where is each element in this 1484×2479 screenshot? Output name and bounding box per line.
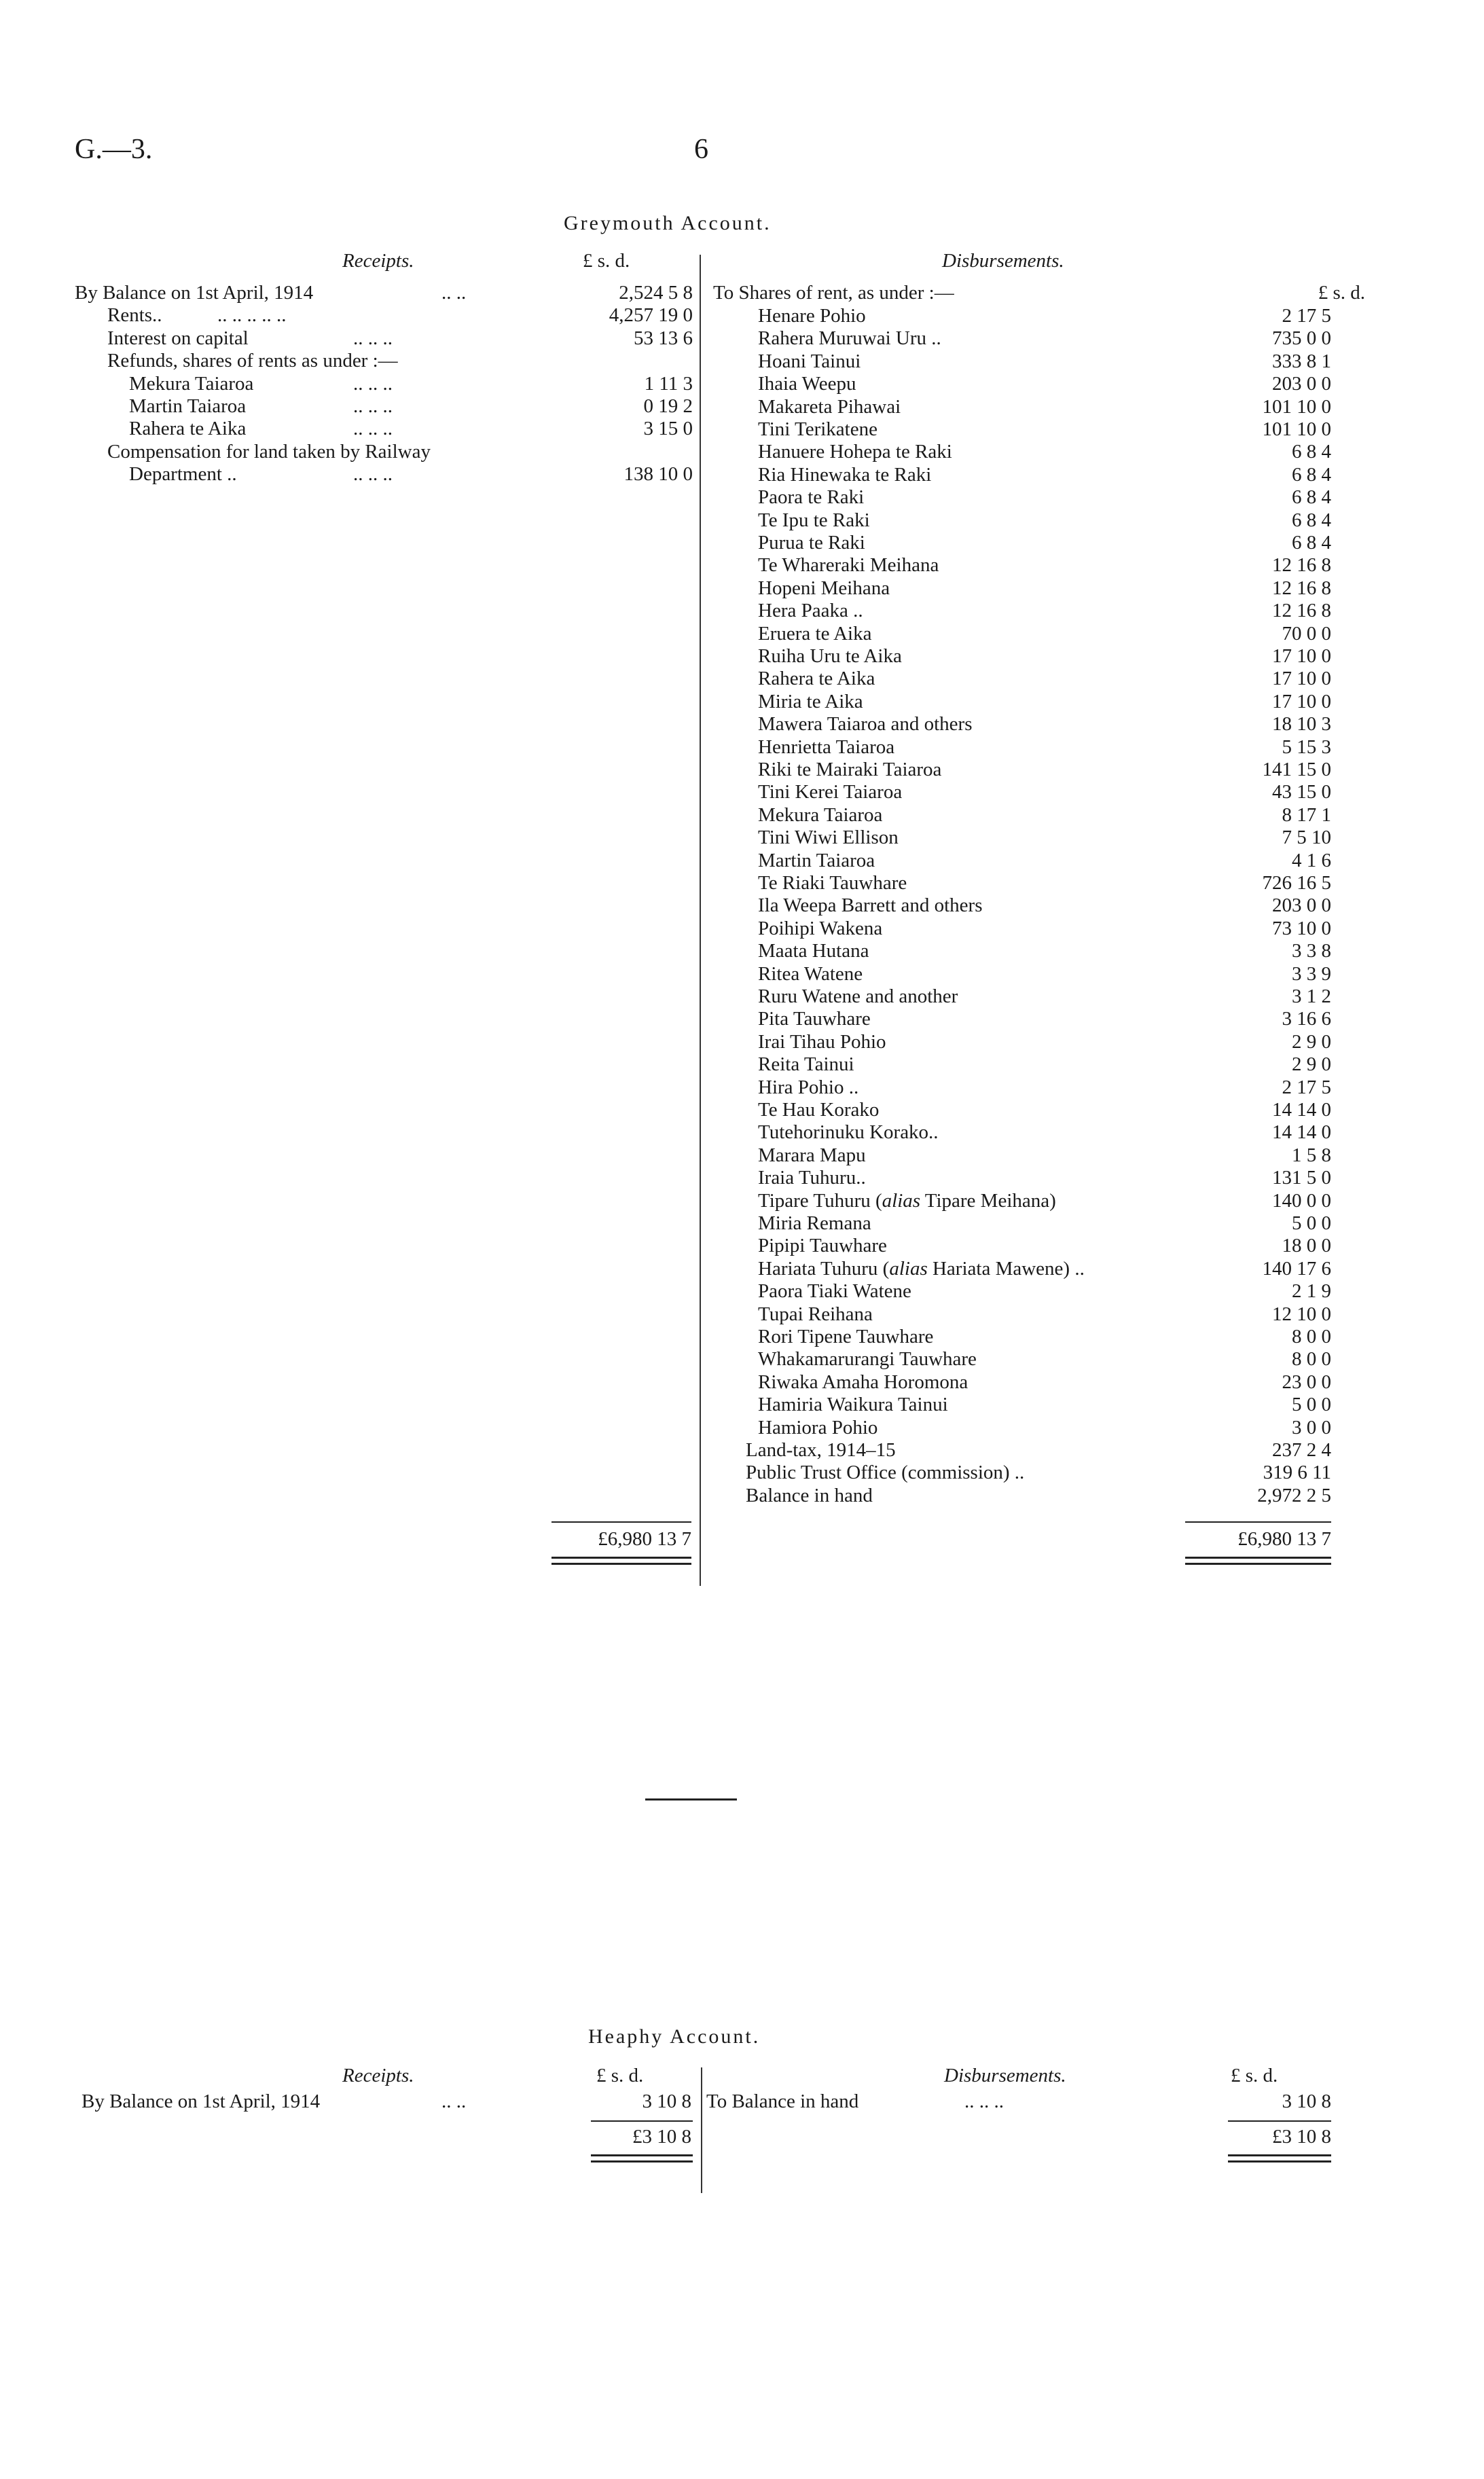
receipt-amount: 53 13 6	[634, 327, 693, 349]
greymouth-title: Greymouth Account.	[564, 212, 772, 234]
disbursement-amount: 4 1 6	[1292, 849, 1331, 871]
disbursement-name: Mekura Taiaroa	[758, 803, 883, 826]
disbursement-amount: 7 5 10	[1282, 827, 1331, 849]
disbursement-row	[713, 554, 1331, 577]
disbursement-row	[713, 1280, 1331, 1303]
disbursement-row	[713, 918, 1331, 940]
other-disbursement-name: Public Trust Office (commission) ..	[746, 1462, 1025, 1484]
leader-dots: .. ..	[441, 2091, 467, 2112]
disbursement-amount: 23 0 0	[1282, 1371, 1331, 1393]
receipt-row	[75, 463, 693, 486]
disbursement-row	[713, 1167, 1331, 1189]
disbursement-name: Riwaka Amaha Horomona	[758, 1371, 969, 1393]
receipt-amount: 1 11 3	[644, 372, 693, 395]
leader-dots: .. ..	[441, 282, 467, 304]
disbursement-name: Tini Terikatene	[758, 418, 877, 440]
disbursement-name: Ria Hinewaka te Raki	[758, 463, 932, 486]
disbursement-name: Tini Kerei Taiaroa	[758, 781, 903, 803]
disbursement-amount: 203 0 0	[1272, 373, 1331, 395]
page-reference: G.—3.	[75, 134, 153, 165]
disbursement-name: Hamiria Waikura Tainui	[758, 1394, 948, 1416]
disbursement-row	[713, 759, 1331, 781]
disbursement-amount: 17 10 0	[1272, 645, 1331, 667]
disbursement-name: Hopeni Meihana	[758, 577, 890, 599]
heaphy-receipts-double-rule-top	[591, 2154, 693, 2156]
disbursement-name: Whakamarurangi Tauwhare	[758, 1348, 977, 1371]
receipt-label: Rents..	[107, 304, 162, 327]
heaphy-title: Heaphy Account.	[588, 2025, 761, 2048]
other-disbursement-name: Land-tax, 1914–15	[746, 1439, 896, 1461]
disbursement-name: Henrietta Taiaroa	[758, 736, 895, 758]
disbursement-amount: 12 16 8	[1272, 600, 1331, 622]
disbursement-amount: 6 8 4	[1292, 463, 1331, 486]
disbursement-row	[713, 1190, 1331, 1212]
disbursement-amount: 5 0 0	[1292, 1212, 1331, 1234]
disbursement-amount: 6 8 4	[1292, 486, 1331, 509]
disbursements-heading: Disbursements.	[942, 250, 1064, 272]
heaphy-receipt-amount: 3 10 8	[642, 2091, 691, 2112]
heaphy-disb-total: £3 10 8	[1272, 2126, 1331, 2148]
disbursement-amount: 17 10 0	[1272, 690, 1331, 712]
disbursement-amount: 6 8 4	[1292, 509, 1331, 531]
disbursement-name: Paora Tiaki Watene	[758, 1280, 911, 1303]
receipt-row	[75, 282, 693, 304]
disbursement-name: Mawera Taiaroa and others	[758, 713, 973, 736]
disbursement-row	[713, 1053, 1331, 1076]
disbursement-amount: 18 0 0	[1282, 1235, 1331, 1257]
disbursement-amount: 8 17 1	[1282, 803, 1331, 826]
disbursement-amount: 5 15 3	[1282, 736, 1331, 758]
receipt-row	[75, 304, 693, 327]
disbursement-amount: 101 10 0	[1262, 418, 1331, 440]
disbursement-name: Tipare Tuhuru (alias Tipare Meihana)	[758, 1189, 1056, 1212]
heaphy-disb-currency-header: £ s. d.	[1231, 2065, 1278, 2086]
disbursement-row	[713, 1371, 1331, 1394]
disb-double-rule-bottom	[1185, 1563, 1331, 1565]
disbursement-row	[713, 736, 1331, 759]
disbursement-name: Paora te Raki	[758, 486, 865, 509]
disbursement-amount: 17 10 0	[1272, 668, 1331, 690]
disbursement-row	[713, 305, 1331, 327]
disbursement-name: Purua te Raki	[758, 532, 865, 554]
disbursement-row	[713, 645, 1331, 668]
disbursement-name: Ihaia Weepu	[758, 373, 856, 395]
disbursement-row	[713, 713, 1331, 736]
disbursement-amount: 2 1 9	[1292, 1280, 1331, 1303]
disbursement-row	[713, 985, 1331, 1008]
receipt-label: Interest on capital	[107, 327, 249, 349]
disbursement-name: Pipipi Tauwhare	[758, 1235, 887, 1257]
heaphy-column-divider	[701, 2067, 702, 2193]
disbursement-name: Miria te Aika	[758, 690, 863, 712]
receipts-heading: Receipts.	[342, 250, 414, 272]
disbursement-name: Rahera Muruwai Uru ..	[758, 327, 941, 350]
disbursement-name: Hoani Tainui	[758, 350, 861, 372]
disbursement-name: Pita Tauwhare	[758, 1008, 871, 1030]
receipt-label: By Balance on 1st April, 1914	[75, 282, 314, 304]
disbursement-row	[713, 827, 1331, 849]
leader-dots: .. .. .. .. ..	[217, 304, 287, 327]
disbursement-amount: 73 10 0	[1272, 917, 1331, 939]
disbursement-amount: 141 15 0	[1262, 759, 1331, 780]
heaphy-receipt-row	[82, 2091, 693, 2113]
disbursement-row	[713, 1417, 1331, 1439]
heaphy-disb-double-rule-top	[1228, 2154, 1331, 2156]
other-disbursement-name: Balance in hand	[746, 1484, 873, 1506]
disbursement-name: Tutehorinuku Korako..	[758, 1121, 939, 1144]
disbursement-amount: 14 14 0	[1272, 1121, 1331, 1144]
leader-dots: .. .. ..	[353, 327, 393, 349]
disbursement-row	[713, 418, 1331, 441]
disbursement-name: Tini Wiwi Ellison	[758, 827, 899, 849]
receipt-amount: 4,257 19 0	[609, 304, 693, 327]
disb-double-rule-top	[1185, 1557, 1331, 1559]
receipt-row	[75, 418, 693, 440]
disbursement-name: Ritea Watene	[758, 962, 863, 985]
column-divider	[700, 255, 701, 1586]
disbursement-row	[713, 894, 1331, 917]
disbursement-name: Ruiha Uru te Aika	[758, 645, 902, 667]
disbursement-name: Makareta Pihawai	[758, 395, 901, 418]
disbursement-amount: 203 0 0	[1272, 894, 1331, 917]
other-disbursement-row	[713, 1485, 1331, 1507]
disbursement-name: Hera Paaka ..	[758, 600, 863, 622]
receipt-row	[75, 350, 693, 372]
disbursement-amount: 2 9 0	[1292, 1053, 1331, 1076]
heaphy-disb-total-rule	[1228, 2120, 1331, 2122]
disb-currency-header: £ s. d.	[1318, 282, 1365, 304]
disbursement-name: Marara Mapu	[758, 1144, 866, 1166]
disbursement-name: Maata Hutana	[758, 940, 869, 962]
leader-dots: .. .. ..	[353, 463, 393, 486]
disbursement-name: Te Riaki Tauwhare	[758, 872, 907, 894]
other-disbursement-row	[713, 1462, 1331, 1484]
disbursement-name: Hira Pohio ..	[758, 1076, 859, 1098]
disb-total: £6,980 13 7	[1237, 1528, 1331, 1550]
disbursement-name: Rori Tipene Tauwhare	[758, 1326, 934, 1347]
disbursement-name: Tupai Reihana	[758, 1303, 873, 1325]
disbursement-row	[713, 532, 1331, 554]
section-separator	[645, 1798, 737, 1801]
disbursement-row	[713, 327, 1331, 350]
disbursement-amount: 101 10 0	[1262, 395, 1331, 418]
heaphy-disbursements-heading: Disbursements.	[944, 2065, 1066, 2086]
disbursement-amount: 3 3 8	[1292, 940, 1331, 962]
receipt-label: Refunds, shares of rents as under :—	[107, 350, 398, 372]
disbursements-intro: To Shares of rent, as under :—	[713, 282, 954, 304]
heaphy-receipts-double-rule-bottom	[591, 2160, 693, 2163]
disb-total-rule	[1185, 1521, 1331, 1523]
disbursement-name: Miria Remana	[758, 1212, 871, 1234]
leader-dots: .. .. ..	[353, 372, 393, 395]
disbursement-amount: 2 9 0	[1292, 1030, 1331, 1053]
receipts-double-rule-bottom	[551, 1563, 691, 1565]
disbursement-row	[713, 963, 1331, 985]
disbursement-amount: 12 16 8	[1272, 577, 1331, 599]
disbursement-row	[713, 1326, 1331, 1348]
page-number: 6	[694, 134, 708, 165]
disbursement-amount: 140 0 0	[1272, 1189, 1331, 1212]
disbursement-amount: 14 14 0	[1272, 1099, 1331, 1121]
disbursement-amount: 8 0 0	[1292, 1326, 1331, 1347]
disbursement-amount: 6 8 4	[1292, 441, 1331, 463]
receipt-amount: 3 15 0	[643, 418, 693, 440]
disbursement-name: Te Hau Korako	[758, 1099, 880, 1121]
disbursement-row	[713, 350, 1331, 373]
disbursement-row	[713, 1303, 1331, 1326]
disbursement-name: Henare Pohio	[758, 305, 866, 327]
heaphy-disb-double-rule-bottom	[1228, 2160, 1331, 2163]
disbursement-amount: 3 16 6	[1282, 1008, 1331, 1030]
disbursement-amount: 43 15 0	[1272, 781, 1331, 803]
disbursement-amount: 3 1 2	[1292, 985, 1331, 1007]
disbursement-row	[713, 1212, 1331, 1235]
heaphy-receipts-currency-header: £ s. d.	[596, 2065, 644, 2086]
disbursement-amount: 2 17 5	[1282, 1076, 1331, 1098]
receipt-label: Department ..	[129, 463, 237, 486]
disbursement-row	[713, 486, 1331, 509]
disbursement-row	[713, 668, 1331, 690]
receipt-label: Rahera te Aika	[129, 418, 247, 440]
disbursement-row	[713, 396, 1331, 418]
disbursement-row	[713, 1144, 1331, 1167]
receipt-row	[75, 395, 693, 418]
disbursement-name: Eruera te Aika	[758, 622, 872, 645]
disbursement-name: Irai Tihau Pohio	[758, 1030, 886, 1053]
disbursement-amount: 12 10 0	[1272, 1303, 1331, 1325]
disbursement-amount: 3 3 9	[1292, 962, 1331, 985]
receipt-amount: 138 10 0	[623, 463, 693, 486]
receipts-currency-header: £ s. d.	[583, 250, 630, 272]
disbursement-row	[713, 691, 1331, 713]
receipt-row	[75, 373, 693, 395]
disbursement-row	[713, 1031, 1331, 1053]
disbursement-name: Ila Weepa Barrett and others	[758, 894, 983, 917]
disbursement-row	[713, 1394, 1331, 1416]
receipt-label: Martin Taiaroa	[129, 395, 247, 417]
disbursement-name: Poihipi Wakena	[758, 917, 883, 939]
other-disbursement-amount: 237 2 4	[1272, 1439, 1331, 1461]
other-disbursement-amount: 2,972 2 5	[1257, 1484, 1331, 1506]
heaphy-disbursement-row	[706, 2091, 1331, 2113]
disbursement-amount: 726 16 5	[1262, 872, 1331, 894]
leader-dots: .. .. ..	[964, 2091, 1004, 2112]
disbursement-name: Te Ipu te Raki	[758, 509, 870, 531]
disbursement-row	[713, 373, 1331, 395]
disbursement-amount: 2 17 5	[1282, 305, 1331, 327]
disbursement-name: Martin Taiaroa	[758, 849, 875, 871]
disbursement-row	[713, 804, 1331, 827]
heaphy-receipts-total-rule	[591, 2120, 693, 2122]
disbursement-name: Riki te Mairaki Taiaroa	[758, 759, 942, 780]
receipt-row	[75, 327, 693, 350]
disbursement-row	[713, 577, 1331, 600]
disbursement-amount: 8 0 0	[1292, 1348, 1331, 1371]
disbursement-row	[713, 1258, 1331, 1280]
disbursement-amount: 735 0 0	[1272, 327, 1331, 350]
disbursement-name: Hanuere Hohepa te Raki	[758, 441, 952, 463]
disbursement-name: Te Whareraki Meihana	[758, 554, 939, 577]
disbursement-row	[713, 872, 1331, 894]
disbursement-row	[713, 441, 1331, 463]
receipts-total: £6,980 13 7	[598, 1528, 691, 1550]
other-disbursement-amount: 319 6 11	[1263, 1462, 1331, 1484]
disbursement-amount: 6 8 4	[1292, 532, 1331, 554]
disbursement-name: Rahera te Aika	[758, 668, 875, 690]
receipts-total-rule	[551, 1521, 691, 1523]
disbursement-row	[713, 781, 1331, 803]
heaphy-receipt-label: By Balance on 1st April, 1914	[82, 2091, 321, 2112]
disbursement-amount: 5 0 0	[1292, 1394, 1331, 1416]
disbursement-name: Reita Tainui	[758, 1053, 854, 1076]
heaphy-receipts-heading: Receipts.	[342, 2065, 414, 2086]
receipt-amount: 2,524 5 8	[619, 282, 693, 304]
disbursement-row	[713, 1008, 1331, 1030]
disbursement-row	[713, 850, 1331, 872]
disbursement-row	[713, 600, 1331, 622]
disbursement-row	[713, 1121, 1331, 1144]
disbursement-name: Hamiora Pohio	[758, 1416, 878, 1438]
leader-dots: .. .. ..	[353, 395, 393, 417]
disbursements-intro-row	[713, 282, 1392, 304]
disbursement-amount: 18 10 3	[1272, 713, 1331, 736]
disbursement-amount: 1 5 8	[1292, 1144, 1331, 1166]
disbursement-row	[713, 623, 1331, 645]
disbursement-row	[713, 464, 1331, 486]
disbursement-amount: 12 16 8	[1272, 554, 1331, 577]
disbursement-amount: 333 8 1	[1272, 350, 1331, 372]
disbursement-name: Ruru Watene and another	[758, 985, 958, 1007]
disbursement-amount: 70 0 0	[1282, 622, 1331, 645]
disbursement-name: Iraia Tuhuru..	[758, 1167, 866, 1189]
receipt-label: Compensation for land taken by Railway	[107, 440, 431, 463]
receipt-row	[75, 441, 693, 463]
heaphy-receipts-total: £3 10 8	[632, 2126, 691, 2148]
other-disbursement-row	[713, 1439, 1331, 1462]
disbursement-amount: 140 17 6	[1262, 1257, 1331, 1280]
disbursement-amount: 131 5 0	[1272, 1167, 1331, 1189]
leader-dots: .. .. ..	[353, 418, 393, 440]
receipt-amount: 0 19 2	[643, 395, 693, 417]
receipt-label: Mekura Taiaroa	[129, 372, 254, 395]
disbursement-row	[713, 1099, 1331, 1121]
heaphy-disbursement-amount: 3 10 8	[1282, 2091, 1331, 2112]
disbursement-row	[713, 1235, 1331, 1257]
disbursement-name: Hariata Tuhuru (alias Hariata Mawene) ..	[758, 1257, 1085, 1280]
disbursement-amount: 3 0 0	[1292, 1416, 1331, 1438]
disbursement-row	[713, 1348, 1331, 1371]
receipts-double-rule-top	[551, 1557, 691, 1559]
disbursement-row	[713, 1076, 1331, 1099]
heaphy-disbursement-label: To Balance in hand	[706, 2091, 859, 2112]
disbursement-row	[713, 509, 1331, 532]
disbursement-row	[713, 940, 1331, 962]
